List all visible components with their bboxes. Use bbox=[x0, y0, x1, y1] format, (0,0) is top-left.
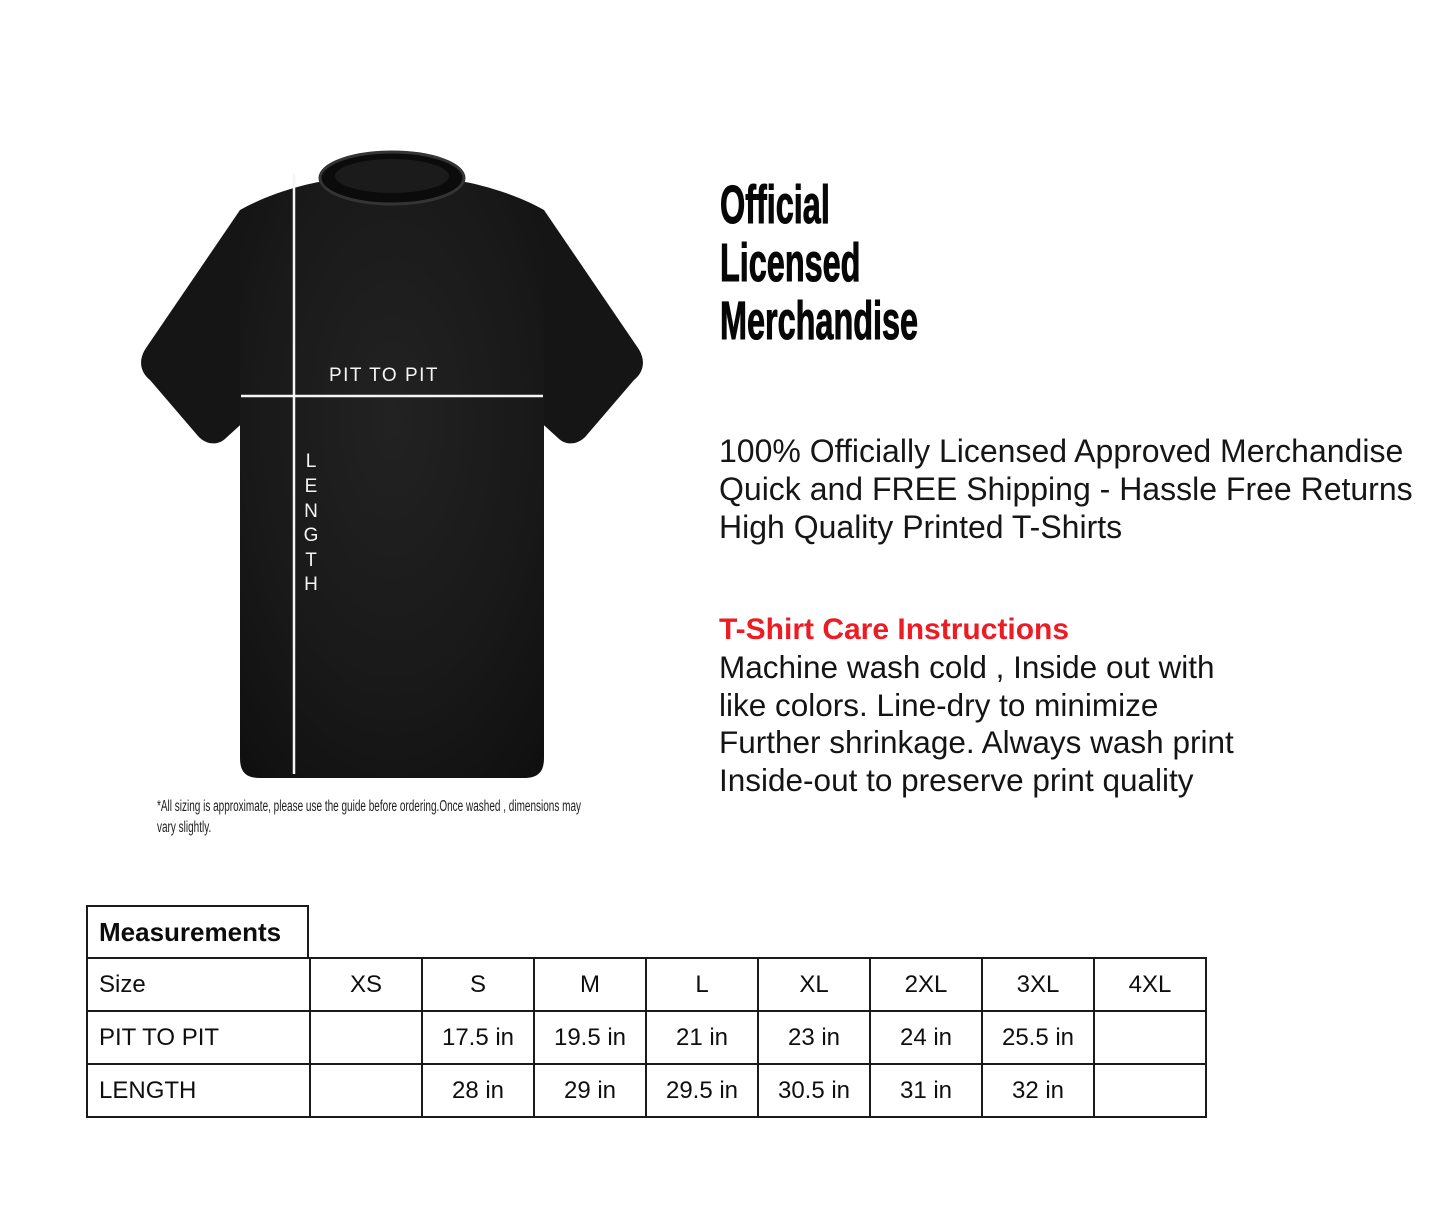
size-value-cell: 19.5 in bbox=[534, 1011, 646, 1064]
pit-to-pit-label: PIT TO PIT bbox=[328, 365, 440, 386]
length-letter: G bbox=[303, 525, 319, 546]
length-letter: T bbox=[305, 550, 317, 571]
column-header-m: M bbox=[534, 958, 646, 1011]
size-value-cell: 31 in bbox=[870, 1064, 982, 1117]
size-value-cell: 28 in bbox=[422, 1064, 534, 1117]
size-value-cell: 32 in bbox=[982, 1064, 1094, 1117]
page-title-line: Official bbox=[720, 175, 830, 235]
tshirt-body bbox=[240, 180, 544, 778]
sizing-disclaimer bbox=[157, 796, 581, 838]
size-value-cell: 30.5 in bbox=[758, 1064, 870, 1117]
size-value-cell: 25.5 in bbox=[982, 1011, 1094, 1064]
tshirt-collar-inner bbox=[335, 159, 449, 193]
product-description-line: Quick and FREE Shipping - Hassle Free Returns bbox=[719, 471, 1413, 507]
row-label: PIT TO PIT bbox=[87, 1011, 310, 1064]
size-value-cell bbox=[1094, 1011, 1206, 1064]
care-instructions-text bbox=[719, 649, 1234, 799]
size-value-cell: 21 in bbox=[646, 1011, 758, 1064]
column-header-l: L bbox=[646, 958, 758, 1011]
length-letter: E bbox=[304, 476, 318, 497]
product-description-line: High Quality Printed T-Shirts bbox=[719, 509, 1123, 545]
sizing-disclaimer-line: *All sizing is approximate, please use the guide before ordering.Once washed , dimensions may bbox=[157, 798, 582, 815]
care-instructions-line: Machine wash cold , Inside out with bbox=[719, 649, 1215, 685]
size-value-cell: 29.5 in bbox=[646, 1064, 758, 1117]
page-title bbox=[720, 176, 918, 350]
size-value-cell bbox=[1094, 1064, 1206, 1117]
product-description-line: 100% Officially Licensed Approved Merchandise bbox=[719, 433, 1404, 469]
column-header-4xl: 4XL bbox=[1094, 958, 1206, 1011]
column-header-xs: XS bbox=[310, 958, 422, 1011]
size-header-row bbox=[87, 958, 1206, 1011]
column-header-3xl: 3XL bbox=[982, 958, 1094, 1011]
care-instructions-line: like colors. Line-dry to minimize bbox=[719, 686, 1159, 723]
column-header-xl: XL bbox=[758, 958, 870, 1011]
table-row-pit-to-pit bbox=[87, 1011, 1206, 1064]
page-title-line: Merchandise bbox=[720, 291, 919, 351]
column-header-2xl: 2XL bbox=[870, 958, 982, 1011]
care-instructions-line: Inside-out to preserve print quality bbox=[719, 761, 1194, 798]
column-header-size: Size bbox=[87, 958, 310, 1011]
size-value-cell bbox=[310, 1064, 422, 1117]
page-title-line: Licensed bbox=[720, 233, 861, 293]
size-value-cell: 17.5 in bbox=[422, 1011, 534, 1064]
measurements-title: Measurements bbox=[86, 905, 309, 959]
length-letter: L bbox=[305, 451, 317, 472]
size-value-cell: 24 in bbox=[870, 1011, 982, 1064]
sizing-disclaimer-line: vary slightly. bbox=[157, 819, 212, 836]
row-label: LENGTH bbox=[87, 1064, 310, 1117]
product-description bbox=[719, 432, 1413, 546]
care-instructions-title: T-Shirt Care Instructions bbox=[719, 613, 1070, 646]
size-value-cell bbox=[310, 1011, 422, 1064]
size-value-cell: 23 in bbox=[758, 1011, 870, 1064]
column-header-s: S bbox=[422, 958, 534, 1011]
table-row-length bbox=[87, 1064, 1206, 1117]
size-table bbox=[86, 957, 1207, 1118]
care-instructions-line: Further shrinkage. Always wash print bbox=[719, 724, 1234, 760]
length-letter: N bbox=[304, 501, 318, 522]
tshirt-size-diagram bbox=[122, 140, 662, 795]
length-letter: H bbox=[304, 574, 318, 595]
size-value-cell: 29 in bbox=[534, 1064, 646, 1117]
